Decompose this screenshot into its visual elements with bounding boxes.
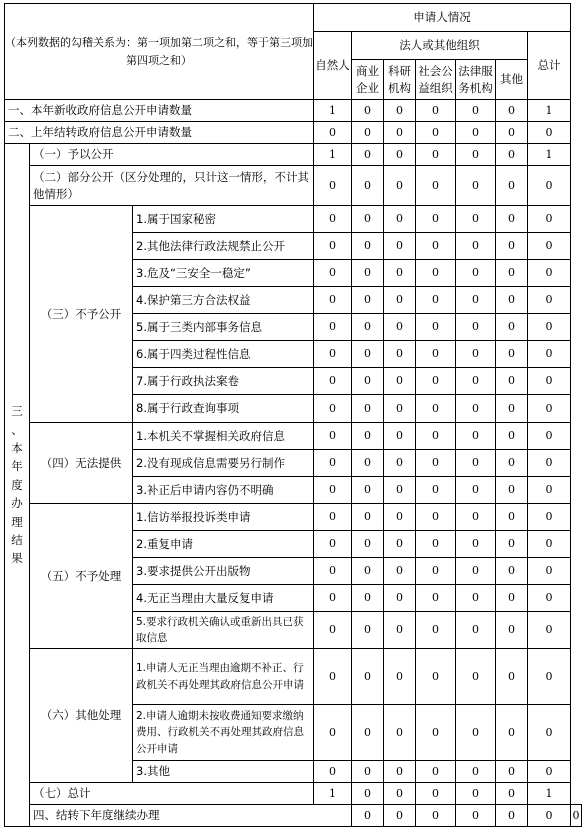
cell-value: 0 <box>416 450 456 477</box>
cell-value: 0 <box>456 612 496 649</box>
cell-value: 0 <box>496 122 528 144</box>
cell-value: 0 <box>528 705 571 761</box>
item-label: 3.其他 <box>133 761 314 783</box>
cell-value: 0 <box>352 585 384 612</box>
cell-value: 0 <box>496 144 528 166</box>
section3-label <box>5 144 30 827</box>
cell-value: 0 <box>352 783 384 805</box>
item-label: 1.本机关不掌握相关政府信息 <box>133 423 314 450</box>
cell-value: 0 <box>416 783 456 805</box>
item-label: 2.没有现成信息需要另行制作 <box>133 450 314 477</box>
cell-value: 0 <box>384 612 416 649</box>
cell-value: 0 <box>528 649 571 705</box>
cell-value: 0 <box>528 341 571 368</box>
cell-value: 0 <box>416 477 456 504</box>
cell-value: 0 <box>384 761 416 783</box>
cell-value: 0 <box>528 558 571 585</box>
cell-value: 0 <box>416 233 456 260</box>
cell-value: 1 <box>314 144 352 166</box>
item-label: 2.其他法律行政法规禁止公开 <box>133 233 314 260</box>
cell-value: 0 <box>528 206 571 233</box>
cell-value: 0 <box>416 260 456 287</box>
cell-value: 0 <box>496 260 528 287</box>
cell-value: 0 <box>416 531 456 558</box>
cell-value: 0 <box>384 531 416 558</box>
cell-value: 0 <box>352 761 384 783</box>
group-label: （四）无法提供 <box>30 423 133 504</box>
cell-value: 0 <box>496 705 528 761</box>
cell-value: 0 <box>384 558 416 585</box>
cell-value: 0 <box>314 585 352 612</box>
cell-value: 0 <box>496 314 528 341</box>
cell-value: 0 <box>416 761 456 783</box>
cell-value: 0 <box>416 649 456 705</box>
cell-value: 0 <box>416 612 456 649</box>
header-legal-service: 法律服务机构 <box>456 60 496 100</box>
cell-value: 0 <box>456 166 496 206</box>
cell-value: 0 <box>384 368 416 395</box>
table-row <box>5 206 582 233</box>
cell-value: 0 <box>352 805 384 827</box>
cell-value: 0 <box>384 504 416 531</box>
header-total: 总计 <box>528 32 571 100</box>
cell-value: 0 <box>352 395 384 423</box>
cell-value: 0 <box>416 100 456 122</box>
cell-value: 0 <box>352 166 384 206</box>
cell-value: 0 <box>384 341 416 368</box>
cell-value: 0 <box>496 100 528 122</box>
cell-value: 0 <box>314 558 352 585</box>
cell-value: 0 <box>496 612 528 649</box>
cell-value: 0 <box>496 761 528 783</box>
row-label: （一）予以公开 <box>30 144 314 166</box>
cell-value: 0 <box>528 761 571 783</box>
cell-value: 0 <box>314 206 352 233</box>
cell-value: 0 <box>384 705 416 761</box>
cell-value: 0 <box>496 206 528 233</box>
cell-value: 0 <box>456 395 496 423</box>
cell-value: 0 <box>384 477 416 504</box>
cell-value: 0 <box>456 649 496 705</box>
cell-value: 0 <box>384 649 416 705</box>
cell-value: 0 <box>456 260 496 287</box>
cell-value: 0 <box>352 504 384 531</box>
cell-value: 0 <box>456 341 496 368</box>
item-label: 4.无正当理由大量反复申请 <box>133 585 314 612</box>
cell-value: 0 <box>528 260 571 287</box>
row-label: （二）部分公开（区分处理的，只计这一情形，不计其他情形） <box>30 166 314 206</box>
cell-value: 0 <box>384 450 416 477</box>
cell-value: 0 <box>314 395 352 423</box>
cell-value: 0 <box>456 233 496 260</box>
cell-value: 0 <box>352 531 384 558</box>
cell-value: 0 <box>314 649 352 705</box>
cell-value: 0 <box>528 423 571 450</box>
cell-value: 0 <box>416 395 456 423</box>
cell-value: 0 <box>352 612 384 649</box>
cell-value: 0 <box>456 100 496 122</box>
header-other: 其他 <box>496 60 528 100</box>
header-social: 社会公益组织 <box>416 60 456 100</box>
cell-value: 0 <box>528 531 571 558</box>
cell-value: 0 <box>528 504 571 531</box>
cell-value: 0 <box>416 287 456 314</box>
cell-value: 0 <box>456 805 496 827</box>
cell-value: 0 <box>314 287 352 314</box>
item-label: 1.申请人无正当理由逾期不补正、行政机关不再处理其政府信息公开申请 <box>133 649 314 705</box>
cell-value: 1 <box>314 100 352 122</box>
table-row <box>5 423 582 450</box>
cell-value: 0 <box>314 761 352 783</box>
cell-value: 0 <box>456 585 496 612</box>
cell-value: 0 <box>314 166 352 206</box>
cell-value: 0 <box>416 341 456 368</box>
cell-value: 0 <box>384 423 416 450</box>
cell-value: 0 <box>456 477 496 504</box>
header-note: （本列数据的勾稽关系为：第一项加第二项之和，等于第三项加第四项之和） <box>5 4 314 100</box>
cell-value: 0 <box>384 166 416 206</box>
header-legal-org: 法人或其他组织 <box>352 32 528 60</box>
cell-value: 0 <box>456 206 496 233</box>
cell-value: 0 <box>496 783 528 805</box>
cell-value: 0 <box>416 144 456 166</box>
cell-value: 0 <box>384 287 416 314</box>
item-label: 3.危及“三安全一稳定” <box>133 260 314 287</box>
cell-value: 0 <box>416 368 456 395</box>
group-label: （五）不予处理 <box>30 504 133 649</box>
cell-value: 0 <box>528 585 571 612</box>
cell-value: 0 <box>384 122 416 144</box>
item-label: 5.要求行政机关确认或重新出具已获取信息 <box>133 612 314 649</box>
cell-value: 0 <box>384 206 416 233</box>
cell-value: 0 <box>456 423 496 450</box>
cell-value: 0 <box>528 805 571 827</box>
cell-value: 0 <box>384 395 416 423</box>
cell-value: 0 <box>352 477 384 504</box>
item-label: 1.属于国家秘密 <box>133 206 314 233</box>
header-applicant-info: 申请人情况 <box>314 4 571 32</box>
cell-value: 0 <box>571 805 582 827</box>
row-label: 二、上年结转政府信息公开申请数量 <box>5 122 314 144</box>
table-row <box>5 122 582 144</box>
item-label: 8.属于行政查询事项 <box>133 395 314 423</box>
group-label: （三）不予公开 <box>30 206 133 423</box>
cell-value: 0 <box>352 649 384 705</box>
cell-value: 1 <box>528 100 571 122</box>
cell-value: 0 <box>416 314 456 341</box>
cell-value: 0 <box>496 477 528 504</box>
application-stats-table <box>4 3 582 827</box>
cell-value: 0 <box>352 558 384 585</box>
cell-value: 0 <box>456 705 496 761</box>
cell-value: 0 <box>456 144 496 166</box>
cell-value: 0 <box>314 314 352 341</box>
table-row <box>5 166 582 206</box>
table-row <box>5 805 582 827</box>
header-research: 科研机构 <box>384 60 416 100</box>
cell-value: 0 <box>496 368 528 395</box>
header-commercial: 商业企业 <box>352 60 384 100</box>
cell-value: 0 <box>528 612 571 649</box>
cell-value: 0 <box>496 450 528 477</box>
table-row <box>5 504 582 531</box>
cell-value: 0 <box>352 314 384 341</box>
cell-value: 0 <box>384 100 416 122</box>
cell-value: 0 <box>496 649 528 705</box>
cell-value: 0 <box>456 287 496 314</box>
cell-value: 0 <box>496 531 528 558</box>
cell-value: 0 <box>528 450 571 477</box>
cell-value: 0 <box>314 368 352 395</box>
cell-value: 0 <box>314 122 352 144</box>
cell-value: 0 <box>352 206 384 233</box>
cell-value: 0 <box>416 122 456 144</box>
cell-value: 0 <box>314 260 352 287</box>
row-label: 一、本年新收政府信息公开申请数量 <box>5 100 314 122</box>
cell-value: 0 <box>456 368 496 395</box>
cell-value: 0 <box>496 395 528 423</box>
item-label: 3.补正后申请内容仍不明确 <box>133 477 314 504</box>
cell-value: 0 <box>456 314 496 341</box>
cell-value: 0 <box>496 805 528 827</box>
cell-value: 0 <box>416 423 456 450</box>
cell-value: 0 <box>416 166 456 206</box>
cell-value: 0 <box>314 233 352 260</box>
cell-value: 0 <box>416 585 456 612</box>
cell-value: 0 <box>456 450 496 477</box>
cell-value: 0 <box>496 166 528 206</box>
cell-value: 0 <box>528 314 571 341</box>
cell-value: 0 <box>496 423 528 450</box>
cell-value: 0 <box>314 504 352 531</box>
item-label: 2.重复申请 <box>133 531 314 558</box>
section3-vertical-text: 三 、 本 年 度 办 理 结 果 <box>11 404 23 566</box>
item-label: 1.信访举报投诉类申请 <box>133 504 314 531</box>
cell-value: 0 <box>528 122 571 144</box>
cell-value: 0 <box>528 368 571 395</box>
cell-value: 0 <box>314 531 352 558</box>
cell-value: 0 <box>352 260 384 287</box>
cell-value: 0 <box>352 705 384 761</box>
group-label: （六）其他处理 <box>30 649 133 783</box>
cell-value: 1 <box>528 783 571 805</box>
item-label: 7.属于行政执法案卷 <box>133 368 314 395</box>
cell-value: 0 <box>528 166 571 206</box>
header-natural-person: 自然人 <box>314 32 352 100</box>
cell-value: 0 <box>352 368 384 395</box>
cell-value: 0 <box>352 423 384 450</box>
cell-value: 0 <box>456 531 496 558</box>
row-label: （七）总计 <box>30 783 314 805</box>
cell-value: 0 <box>384 585 416 612</box>
cell-value: 0 <box>384 233 416 260</box>
cell-value: 0 <box>456 558 496 585</box>
table-row <box>5 783 582 805</box>
cell-value: 0 <box>456 504 496 531</box>
cell-value: 0 <box>384 314 416 341</box>
cell-value: 0 <box>384 260 416 287</box>
cell-value: 0 <box>528 287 571 314</box>
cell-value: 0 <box>496 287 528 314</box>
cell-value: 0 <box>352 100 384 122</box>
cell-value: 0 <box>352 233 384 260</box>
cell-value: 0 <box>456 122 496 144</box>
cell-value: 0 <box>456 783 496 805</box>
cell-value: 0 <box>416 705 456 761</box>
item-label: 4.保护第三方合法权益 <box>133 287 314 314</box>
cell-value: 0 <box>384 783 416 805</box>
cell-value: 0 <box>352 144 384 166</box>
cell-value: 0 <box>496 558 528 585</box>
table-row <box>5 100 582 122</box>
cell-value: 0 <box>352 122 384 144</box>
cell-value: 0 <box>528 477 571 504</box>
cell-value: 0 <box>416 206 456 233</box>
cell-value: 0 <box>496 504 528 531</box>
table-row <box>5 649 582 705</box>
cell-value: 0 <box>384 144 416 166</box>
cell-value: 0 <box>528 233 571 260</box>
cell-value: 0 <box>416 504 456 531</box>
cell-value: 0 <box>384 805 416 827</box>
cell-value: 0 <box>314 612 352 649</box>
cell-value: 1 <box>528 144 571 166</box>
cell-value: 0 <box>314 477 352 504</box>
item-label: 2.申请人逾期未按收费通知要求缴纳费用、行政机关不再处理其政府信息公开申请 <box>133 705 314 761</box>
cell-value: 0 <box>496 585 528 612</box>
cell-value: 0 <box>528 395 571 423</box>
item-label: 5.属于三类内部事务信息 <box>133 314 314 341</box>
cell-value: 0 <box>314 423 352 450</box>
row-label: 四、结转下年度继续办理 <box>30 805 352 827</box>
cell-value: 0 <box>314 705 352 761</box>
cell-value: 0 <box>496 233 528 260</box>
cell-value: 0 <box>314 341 352 368</box>
table-row <box>5 144 582 166</box>
cell-value: 0 <box>352 287 384 314</box>
item-label: 6.属于四类过程性信息 <box>133 341 314 368</box>
cell-value: 0 <box>314 450 352 477</box>
cell-value: 0 <box>416 805 456 827</box>
cell-value: 0 <box>352 341 384 368</box>
item-label: 3.要求提供公开出版物 <box>133 558 314 585</box>
cell-value: 1 <box>314 783 352 805</box>
cell-value: 0 <box>416 558 456 585</box>
cell-value: 0 <box>352 450 384 477</box>
cell-value: 0 <box>456 761 496 783</box>
cell-value: 0 <box>496 341 528 368</box>
